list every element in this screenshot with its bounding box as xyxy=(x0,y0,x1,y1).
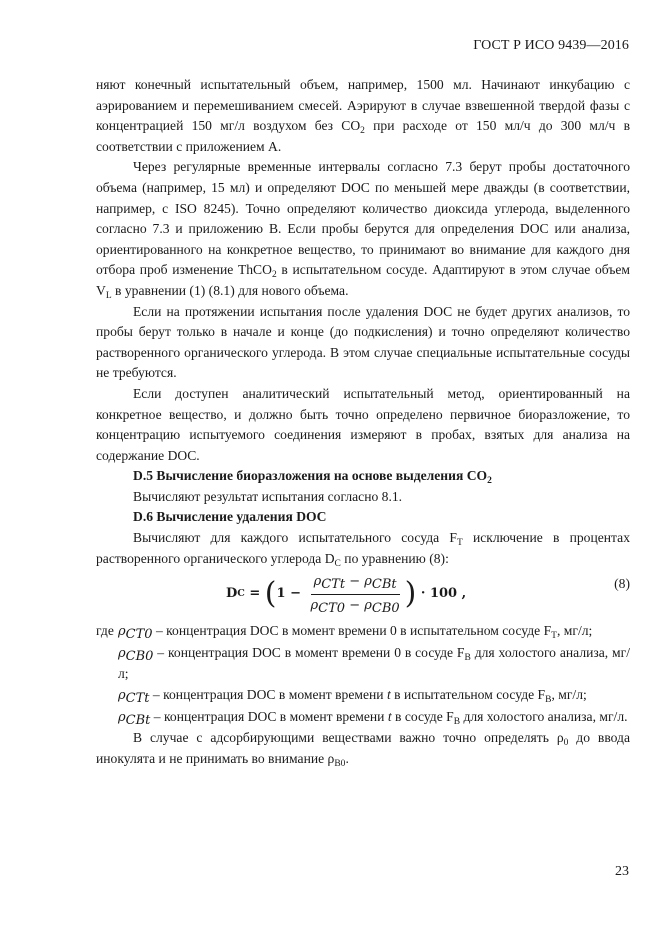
paragraph-adsorbing: В случае с адсорбирующими веществами важно точно определять $\rho_0$ до ввода инокулята и не принимать во внимание $\rho_{B0}$. xyxy=(96,730,630,769)
paragraph-no-analyses: Если на протяжении испытания после удаления DOC не будет других анализов, то пробы берут только в начале и конце (до подкисления) и точно определяют количество растворенного органического углерода. В этом случае специальные испытательные сосуды не требуются. xyxy=(96,303,630,381)
variable-definitions xyxy=(96,621,630,728)
right-paren: ) xyxy=(404,576,417,612)
definition-rho-cb0: $\rho_{CB0}$ – концентрация DOC в момент времени 0 в сосуде $F_B$ для холостого анализа, мг/л; xyxy=(118,644,631,682)
paragraph-d6-intro: Вычисляют для каждого испытательного сосуда $F_T$ исключение в процентах растворенного органического углерода $D_C$ по уравнению (8): xyxy=(96,530,630,569)
equation-body: D C = ( 1 − $\frac{\rho_{CTt} - \rho_{CBt}}{\rho_{CT0} - \rho_{CB0}}$ ) · 100 , xyxy=(226,574,467,616)
definition-rho-cbt: $\rho_{CBt}$ – концентрация DOC в момент времени t в сосуде $F_B$ для холостого анализа, мг/л. xyxy=(118,708,628,728)
equation-fraction xyxy=(308,572,403,616)
paragraph-continuation: няют конечный испытательный объем, например, 1500 мл. Начинают инкубацию с аэрированием и перемешиванием смесей. Аэрируют в случае взвешенной твердой фазы с концентрацией 150 мг/л воздухом без $CO_2$ при расходе от 150 мл/ч до 300 мл/ч в соответствии с приложением A. xyxy=(96,77,630,154)
document-body xyxy=(96,75,630,769)
definition-rho-ct0: где $\rho_{CT0}$ – концентрация DOC в момент времени 0 в испытательном сосуде $F_T$, мг/л; xyxy=(96,623,593,643)
fraction-denominator: $\rho_{CT0} - \rho_{CB0}$ xyxy=(310,597,400,616)
section-heading-d6: D.6 Вычисление удаления DOC xyxy=(133,509,327,525)
paragraph-specific-method: Если доступен аналитический испытательный метод, ориентированный на конкретное вещество, и должно быть точно определено первичное биоразложение, то концентрацию испытуемого соединения измеряют в пробах, взятых для анализа на содержание DOC. xyxy=(96,385,630,463)
paragraph-sampling: Через регулярные временные интервалы согласно 7.3 берут пробы достаточного объема (например, 15 мл) и определяют DOC по меньшей мере дважды (в соответствии, например, с ISO 8245). Точно определяют количество диоксида углерода, выделенного согласно 7.3 и приложению B. Если пробы берутся для определения DOC или анализа, ориентированного на конкретное вещество, то принимают во внимание для каждого дня отбора проб изменение ThCO$_2$ в испытательном сосуде. Адаптируют в этом случае объем $V_L$ в уравнении (1) (8.1) для нового объема. xyxy=(96,159,631,301)
section-heading-d5: D.5 Вычисление биоразложения на основе выделения $CO_2$ xyxy=(133,468,492,487)
standard-header: ГОСТ Р ИСО 9439—2016 xyxy=(473,38,629,53)
left-paren: ( xyxy=(264,576,277,612)
equation-8 xyxy=(96,571,630,617)
page-number: 23 xyxy=(615,864,629,879)
definition-rho-ctt: $\rho_{CTt}$ – концентрация DOC в момент времени t в испытательном сосуде $F_B$, мг/л; xyxy=(118,687,587,707)
paragraph-d5-result: Вычисляют результат испытания согласно 8.1. xyxy=(133,488,403,504)
fraction-numerator: $\rho_{CTt} - \rho_{CBt}$ xyxy=(311,572,400,595)
equation-number: (8) xyxy=(614,576,630,592)
